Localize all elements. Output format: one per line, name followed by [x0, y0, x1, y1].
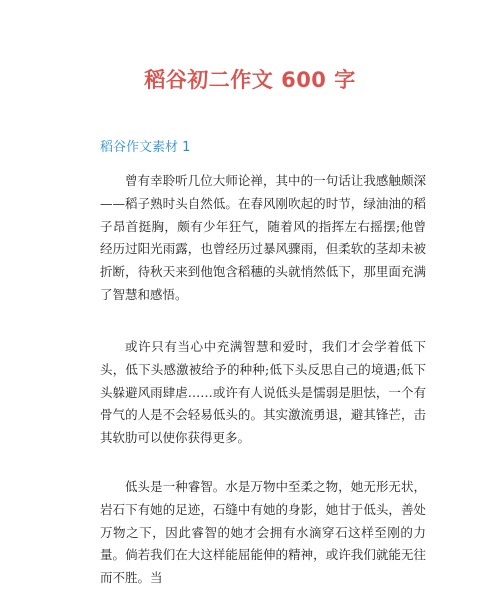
section-heading: 稻谷作文素材 1: [100, 140, 191, 155]
document-title: 稻谷初二作文 600 字: [144, 68, 356, 92]
paragraph-3: 低头是一种睿智。水是万物中至柔之物，她无形无状，岩石下有她的足迹，石缝中有她的身影，她甘于低头，善处万物之下，因此睿智的她才会拥有水滴穿石这样至刚的力量。倘若我们在大这样能屈能伸的精神，或许我们就能无往而不胜。当: [100, 479, 426, 586]
paragraph-1: 曾有幸聆听几位大师论禅，其中的一句话让我感触颇深——稻子熟时头自然低。在春风刚吹起的时节，绿油油的稻子昂首挺胸，颇有少年狂气，随着风的指挥左右摇摆;他曾经历过阳光雨露，也曾经历过暴风骤雨，但柔软的茎却未被折断，待秋天来到他饱含稻穗的头就悄然低下，那里面充满了智慧和感悟。: [100, 173, 426, 302]
paragraph-2: 或许只有当心中充满智慧和爱时，我们才会学着低下头，低下头感激被给予的种种;低下头反思自己的境遇;低下头躲避风雨肆虐……或许有人说低头是懦弱是胆怯，一个有骨气的人是不会轻易低头的。其实激流勇退，避其锋芒，击其软肋可以使你获得更多。: [100, 339, 426, 446]
